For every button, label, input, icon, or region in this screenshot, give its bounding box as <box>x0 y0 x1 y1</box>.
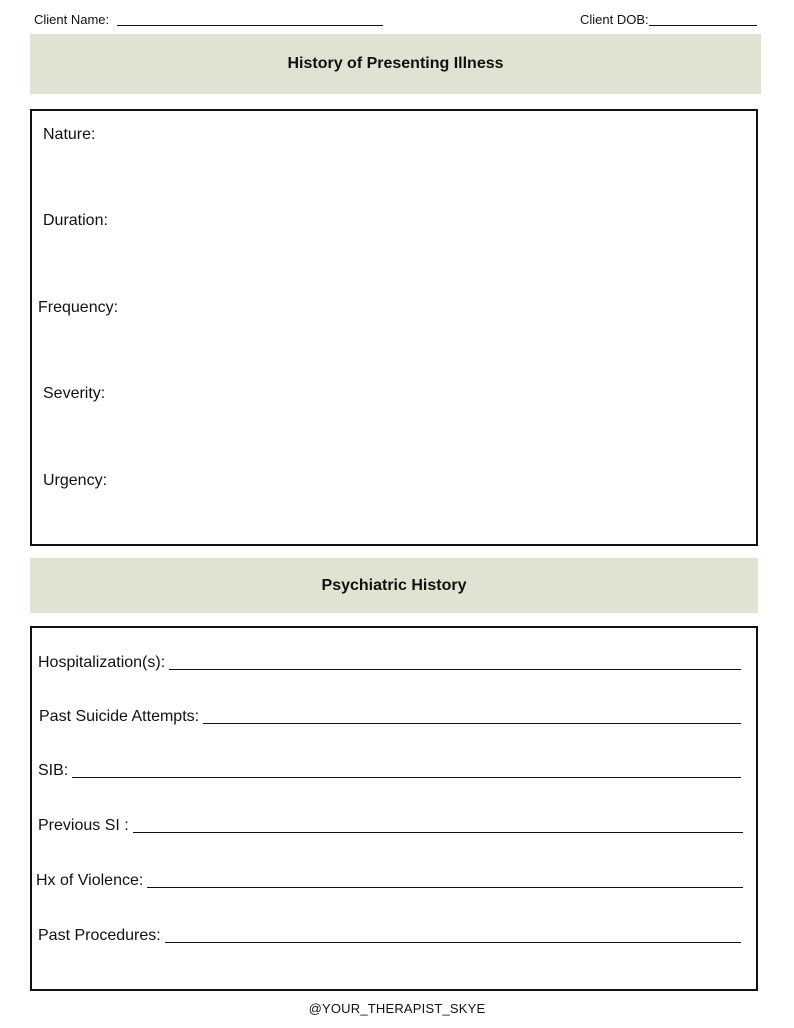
frequency-label: Frequency: <box>38 299 119 316</box>
hospitalizations-field[interactable] <box>169 669 741 670</box>
previous-si-label: Previous SI : <box>38 817 129 834</box>
suicide-attempts-row[interactable] <box>39 705 741 727</box>
client-name-field[interactable] <box>117 25 383 26</box>
severity-label: Severity: <box>43 385 106 402</box>
previous-si-row[interactable] <box>38 814 743 836</box>
hpi-box[interactable] <box>30 109 758 546</box>
procedures-row[interactable] <box>38 924 741 946</box>
suicide-attempts-label: Past Suicide Attempts: <box>39 708 200 725</box>
suicide-attempts-field[interactable] <box>203 723 741 724</box>
sib-label: SIB: <box>38 762 69 779</box>
client-dob-label: Client DOB: <box>580 12 649 27</box>
client-name-label: Client Name: <box>34 12 110 27</box>
footer-handle: @YOUR_THERAPIST_SKYE <box>308 1001 486 1016</box>
violence-row[interactable] <box>36 869 743 891</box>
hospitalizations-row[interactable] <box>38 651 741 673</box>
hospitalizations-label: Hospitalization(s): <box>38 654 166 671</box>
hpi-title-text: History of Presenting Illness <box>287 55 504 72</box>
procedures-label: Past Procedures: <box>38 927 161 944</box>
urgency-label: Urgency: <box>43 472 108 489</box>
sib-row[interactable] <box>38 759 741 781</box>
client-dob-field[interactable] <box>649 25 757 26</box>
violence-field[interactable] <box>147 887 743 888</box>
previous-si-field[interactable] <box>133 832 743 833</box>
hpi-section-title <box>30 34 761 94</box>
duration-label: Duration: <box>43 212 108 229</box>
psych-section-title <box>30 558 758 613</box>
procedures-field[interactable] <box>165 942 741 943</box>
sib-field[interactable] <box>72 777 741 778</box>
violence-label: Hx of Violence: <box>36 872 144 889</box>
psych-title-text: Psychiatric History <box>321 576 467 594</box>
nature-label: Nature: <box>43 126 96 143</box>
